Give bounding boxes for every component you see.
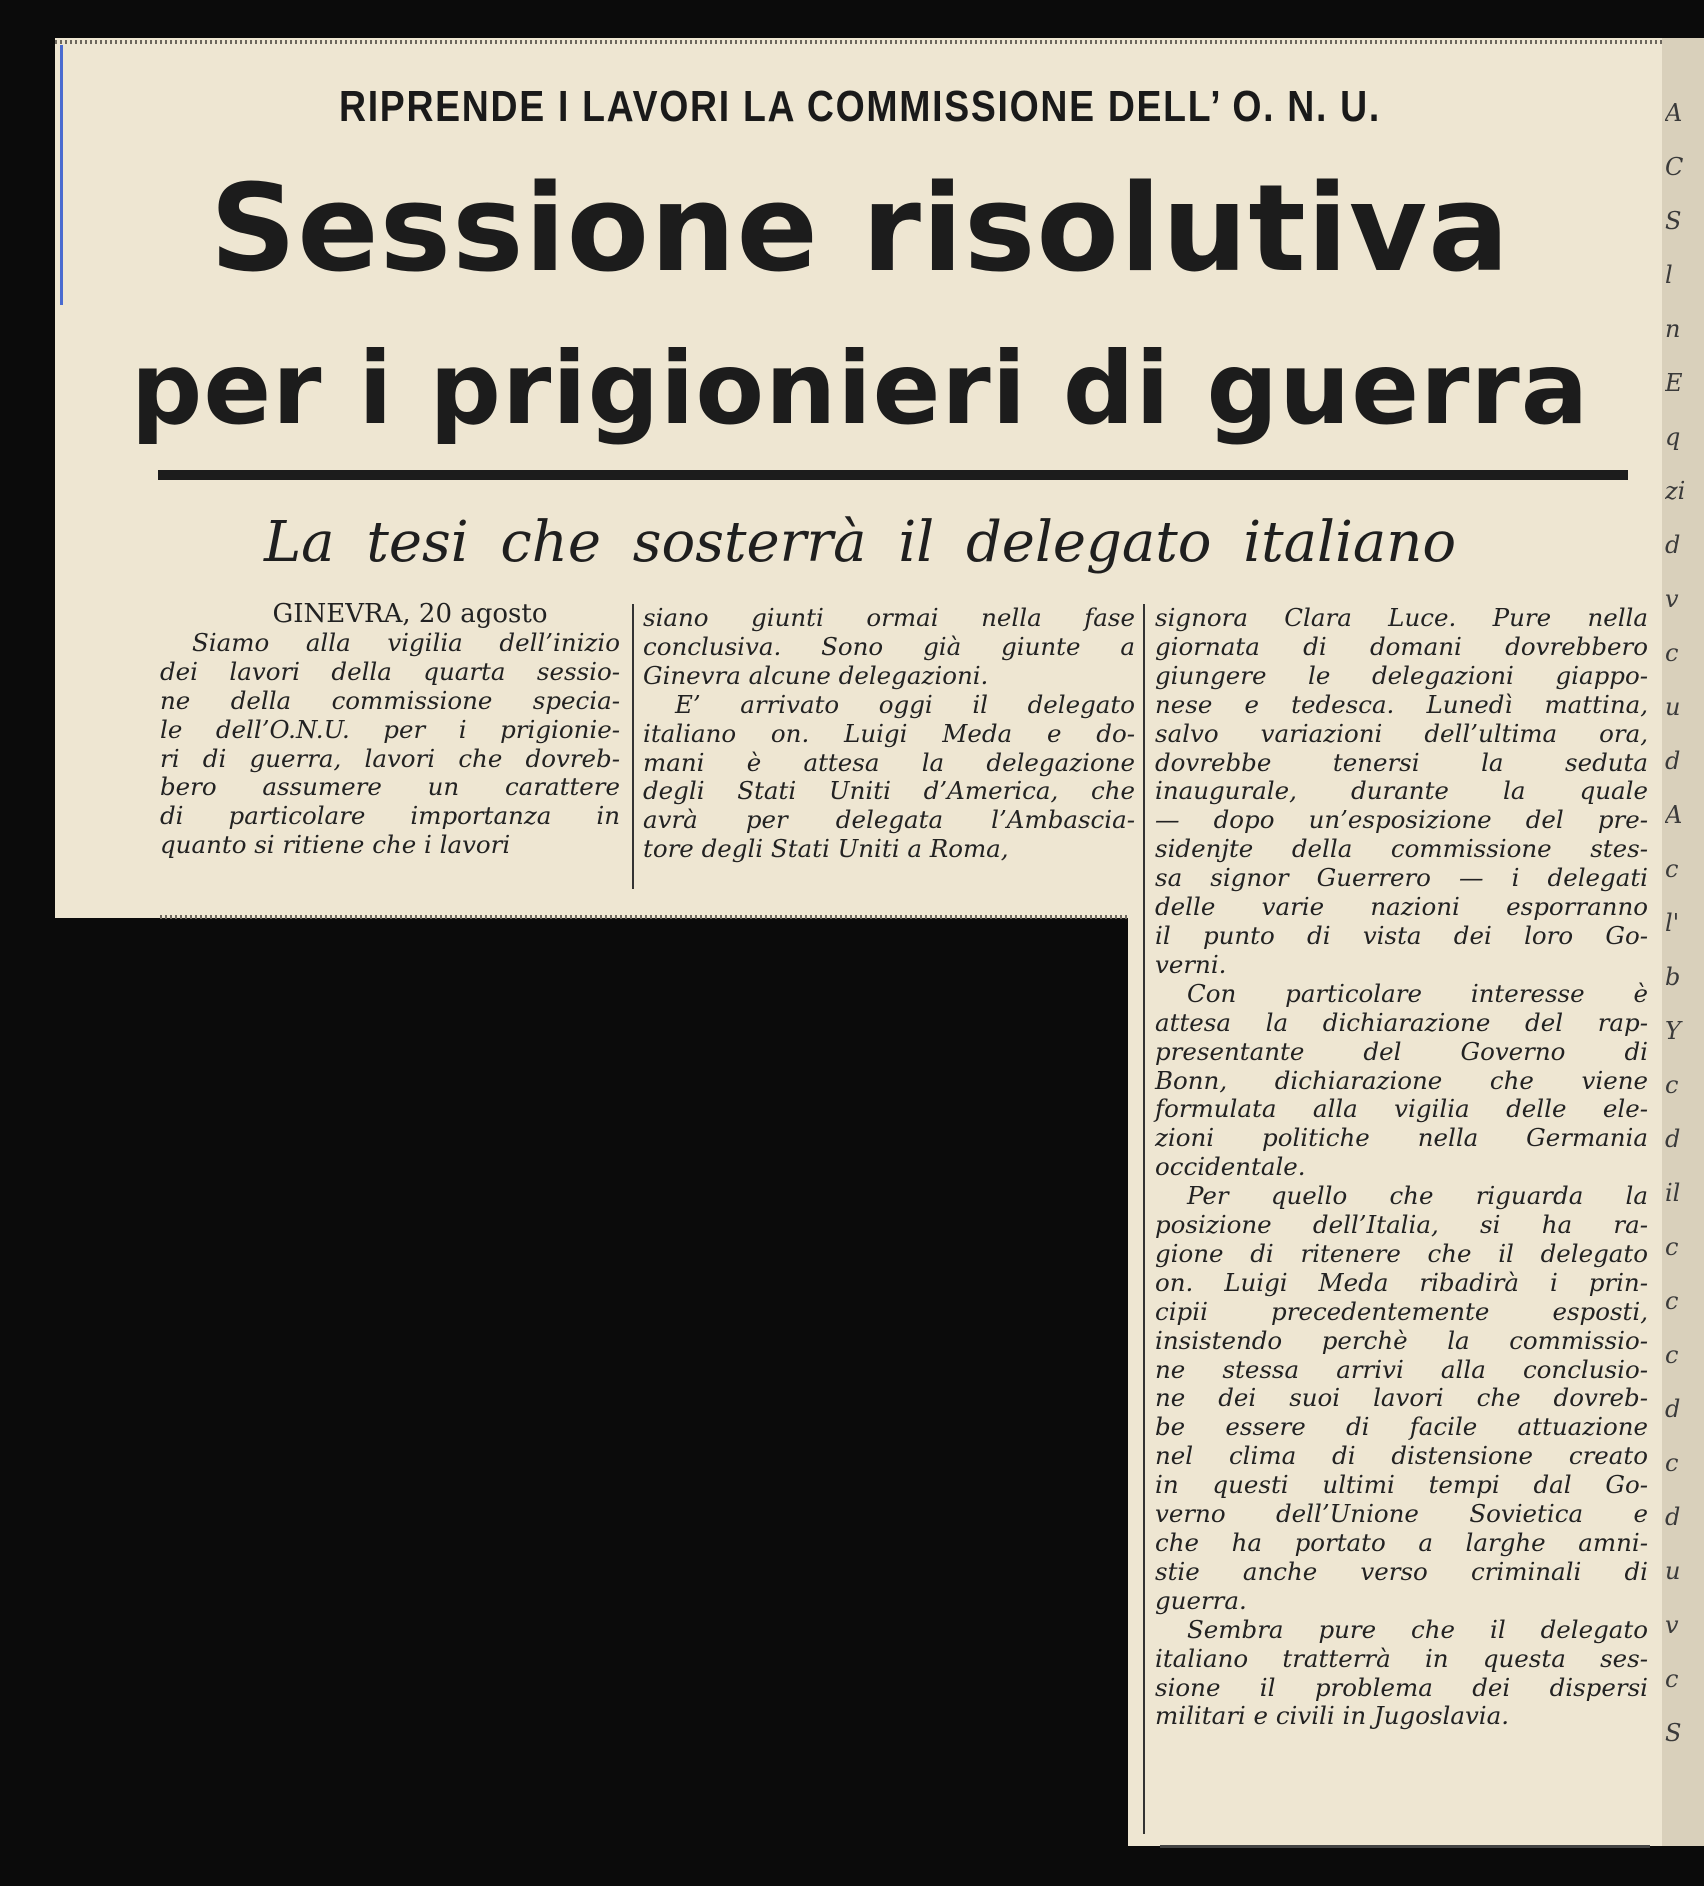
edge-letter: d: [1665, 747, 1681, 775]
headline-line-2: per i prigionieri di guerra: [130, 330, 1590, 447]
article-column-2: [643, 604, 1135, 864]
edge-letter: c: [1665, 1449, 1679, 1477]
edge-letter: c: [1665, 1341, 1679, 1369]
article-line: be essere di facile attuazione: [1155, 1412, 1648, 1442]
edge-letter: Y: [1665, 1017, 1681, 1045]
article-line: ne dei suoi lavori che dovreb-: [1155, 1383, 1648, 1413]
kicker: RIPRENDE I LAVORI LA COMMISSIONE DELL’ O. N. U.: [339, 82, 1381, 131]
article-line: occidentale.: [1155, 1152, 1306, 1182]
column-divider-1: [632, 604, 634, 889]
article-line: insistendo perchè la commissio-: [1155, 1325, 1648, 1355]
edge-letter: S: [1665, 1719, 1682, 1747]
article-line: signora Clara Luce. Pure nella: [1155, 603, 1648, 632]
article-line: formulata alla vigilia delle ele-: [1155, 1094, 1648, 1124]
edge-letter: d: [1665, 1503, 1681, 1531]
edge-letter: A: [1665, 801, 1683, 829]
bottom-perforation: [160, 915, 1128, 919]
article-line: verni.: [1155, 949, 1227, 979]
column-divider-2: [1143, 604, 1145, 1834]
article-line: Siamo alla vigilia dell’inizio: [192, 627, 620, 657]
edge-letter: q: [1665, 423, 1681, 451]
dateline: GINEVRA, 20 agosto: [272, 599, 548, 629]
article-line: in questi ultimi tempi dal Go-: [1155, 1470, 1648, 1500]
article-line: cipii precedentemente esposti,: [1155, 1296, 1648, 1326]
adjacent-page-letters: [1665, 95, 1701, 1769]
edge-letter: E: [1665, 369, 1683, 397]
article-line: militari e civili in Jugoslavia.: [1155, 1701, 1510, 1731]
article-line: posizione dell’Italia, si ha ra-: [1155, 1210, 1648, 1240]
edge-letter: c: [1665, 1287, 1679, 1315]
edge-letter: u: [1665, 1557, 1681, 1585]
article-line: giornata di domani dovrebbero: [1155, 631, 1648, 661]
article-line: stie anche verso criminali di: [1155, 1556, 1648, 1586]
article-line: attesa la dichiarazione del rap-: [1155, 1007, 1648, 1037]
edge-letter: c: [1665, 1233, 1679, 1261]
headline-line-1: Sessione risolutiva: [209, 160, 1511, 299]
article-line: sa signor Guerrero — i delegati: [1155, 863, 1648, 893]
article-line: presentante del Governo di: [1155, 1036, 1648, 1066]
article-line: inaugurale, durante la quale: [1155, 776, 1648, 806]
article-line: tore degli Stati Uniti a Roma,: [643, 834, 1009, 864]
edge-letter: c: [1665, 1071, 1679, 1099]
article-line: sidenjte della commissione stes-: [1155, 834, 1648, 864]
edge-letter: d: [1665, 1125, 1681, 1153]
article-line: bero assumere un carattere: [160, 772, 620, 802]
top-perforation: [55, 40, 1665, 44]
article-line: nel clima di distensione creato: [1155, 1441, 1648, 1471]
article-line: ri di guerra, lavori che dovreb-: [160, 743, 620, 773]
article-line: che ha portato a larghe amni-: [1155, 1528, 1648, 1557]
article-line: di particolare importanza in: [160, 801, 620, 831]
edge-letter: zi: [1665, 477, 1686, 505]
edge-letter: b: [1665, 963, 1681, 991]
article-line: zioni politiche nella Germania: [1155, 1123, 1648, 1153]
edge-letter: v: [1665, 1611, 1679, 1639]
article-line: ne della commissione specia-: [160, 685, 620, 715]
article-line: salvo variazioni dell’ultima ora,: [1155, 718, 1648, 748]
article-line: siano giunti ormai nella fase: [643, 603, 1135, 632]
headline-rule: [158, 470, 1628, 480]
article-line: Con particolare interesse è: [1187, 978, 1648, 1008]
article-line: ne stessa arrivi alla conclusio-: [1155, 1354, 1648, 1384]
article-line: quanto si ritiene che i lavori: [160, 830, 511, 860]
article-line: Sembra pure che il delegato: [1187, 1614, 1648, 1644]
edge-letter: l: [1665, 261, 1673, 289]
article-line: nese e tedesca. Lunedì mattina,: [1155, 689, 1648, 719]
article-line: verno dell’Unione Sovietica e: [1155, 1499, 1648, 1529]
article-line: conclusiva. Sono già giunte a: [643, 631, 1135, 661]
edge-letter: d: [1665, 531, 1681, 559]
article-line: guerra.: [1155, 1585, 1247, 1615]
article-line: degli Stati Uniti d’America, che: [643, 776, 1135, 806]
article-line: italiano tratterrà in questa ses-: [1155, 1643, 1648, 1673]
article-end-rule: [1160, 1845, 1650, 1848]
edge-letter: il: [1665, 1179, 1681, 1207]
edge-letter: c: [1665, 639, 1679, 667]
article-column-1: [160, 600, 620, 860]
article-line: avrà per delegata l’Ambascia-: [643, 805, 1135, 835]
edge-letter: u: [1665, 693, 1681, 721]
edge-letter: A: [1665, 99, 1683, 127]
article-line: italiano on. Luigi Meda e do-: [643, 718, 1135, 748]
article-line: Per quello che riguarda la: [1187, 1181, 1648, 1211]
article-line: gione di ritenere che il delegato: [1155, 1238, 1648, 1268]
article-line: il punto di vista dei loro Go-: [1155, 920, 1648, 950]
article-line: dovrebbe tenersi la seduta: [1155, 747, 1648, 777]
article-line: dei lavori della quarta sessio-: [160, 656, 620, 686]
article-line: E’ arrivato oggi il delegato: [675, 689, 1135, 719]
edge-letter: d: [1665, 1395, 1681, 1423]
article-line: on. Luigi Meda ribadirà i prin-: [1155, 1267, 1648, 1297]
article-column-3: [1155, 604, 1648, 1731]
edge-letter: c: [1665, 1665, 1679, 1693]
article-line: — dopo un’esposizione del pre-: [1155, 805, 1648, 835]
article-line: le dell’O.N.U. per i prigionie-: [160, 714, 620, 744]
edge-letter: c: [1665, 855, 1679, 883]
article-line: Ginevra alcune delegazioni.: [643, 660, 989, 690]
edge-letter: S: [1665, 207, 1682, 235]
article-line: delle varie nazioni esporranno: [1155, 892, 1648, 922]
subheadline: La tesi che sosterrà il delegato italiano: [263, 510, 1457, 575]
article-line: giungere le delegazioni giappo-: [1155, 660, 1648, 690]
edge-letter: C: [1665, 153, 1684, 181]
article-line: sione il problema dei dispersi: [1155, 1672, 1648, 1702]
edge-letter: n: [1665, 315, 1681, 343]
article-line: mani è attesa la delegazione: [643, 747, 1135, 777]
article-line: Bonn, dichiarazione che viene: [1155, 1065, 1648, 1095]
edge-letter: l': [1665, 909, 1680, 937]
edge-letter: v: [1665, 585, 1679, 613]
